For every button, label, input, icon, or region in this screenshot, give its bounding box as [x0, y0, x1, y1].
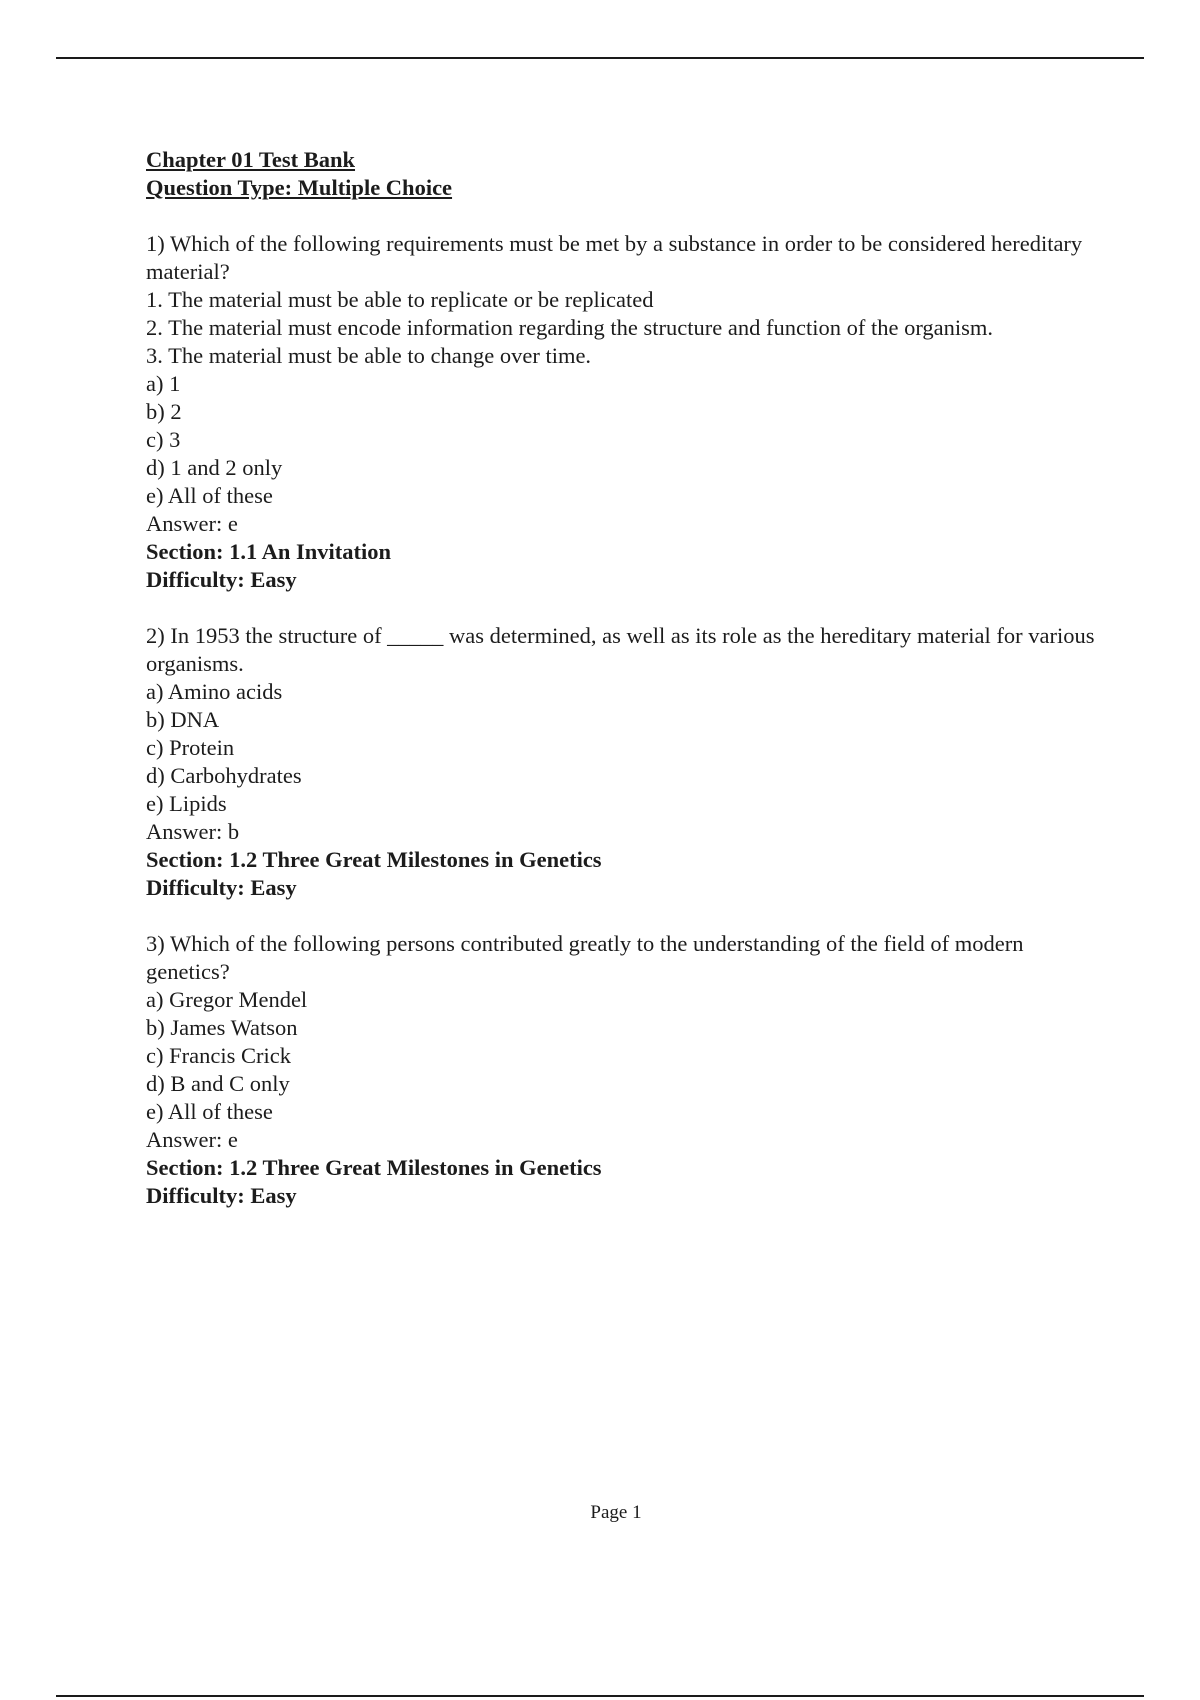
question-stem: 2) In 1953 the structure of _____ was determined, as well as its role as the hereditary material for various organisms. [146, 623, 1095, 676]
difficulty-label: Difficulty: Easy [146, 567, 297, 592]
question-stem: 3) Which of the following persons contributed greatly to the understanding of the field of modern genetics? [146, 931, 1024, 984]
question-3 [146, 930, 1106, 1210]
chapter-title: Chapter 01 Test Bank [146, 147, 356, 172]
question-2 [146, 622, 1106, 902]
statement: 2. The material must encode information regarding the structure and function of the organism. [146, 315, 994, 340]
bottom-rule [56, 1695, 1144, 1697]
statement: 3. The material must be able to change over time. [146, 343, 592, 368]
answer-option: b) 2 [146, 399, 182, 424]
answer-option: a) 1 [146, 371, 181, 396]
spacer [146, 594, 1106, 622]
answer-option: b) James Watson [146, 1015, 298, 1040]
spacer [146, 202, 1106, 230]
answer-key: Answer: e [146, 1127, 238, 1152]
section-label: Section: 1.2 Three Great Milestones in Genetics [146, 1155, 602, 1180]
page-number: Page 1 [590, 1502, 642, 1523]
question-1 [146, 230, 1106, 594]
answer-option: e) All of these [146, 1099, 273, 1124]
answer-option: e) All of these [146, 483, 273, 508]
answer-option: d) Carbohydrates [146, 763, 302, 788]
statement: 1. The material must be able to replicate or be replicated [146, 287, 654, 312]
answer-option: c) Francis Crick [146, 1043, 291, 1068]
answer-option: a) Amino acids [146, 679, 283, 704]
question-stem: 1) Which of the following requirements must be met by a substance in order to be considered hereditary material? [146, 231, 1083, 284]
document-body [146, 146, 1106, 1210]
question-type-heading: Question Type: Multiple Choice [146, 175, 453, 200]
answer-option: d) B and C only [146, 1071, 290, 1096]
answer-option: c) Protein [146, 735, 235, 760]
answer-option: d) 1 and 2 only [146, 455, 283, 480]
difficulty-label: Difficulty: Easy [146, 1183, 297, 1208]
section-label: Section: 1.2 Three Great Milestones in Genetics [146, 847, 602, 872]
answer-option: e) Lipids [146, 791, 227, 816]
top-rule [56, 57, 1144, 59]
answer-key: Answer: e [146, 511, 238, 536]
answer-key: Answer: b [146, 819, 240, 844]
answer-option: c) 3 [146, 427, 181, 452]
difficulty-label: Difficulty: Easy [146, 875, 297, 900]
section-label: Section: 1.1 An Invitation [146, 539, 392, 564]
spacer [146, 902, 1106, 930]
answer-option: a) Gregor Mendel [146, 987, 308, 1012]
answer-option: b) DNA [146, 707, 220, 732]
